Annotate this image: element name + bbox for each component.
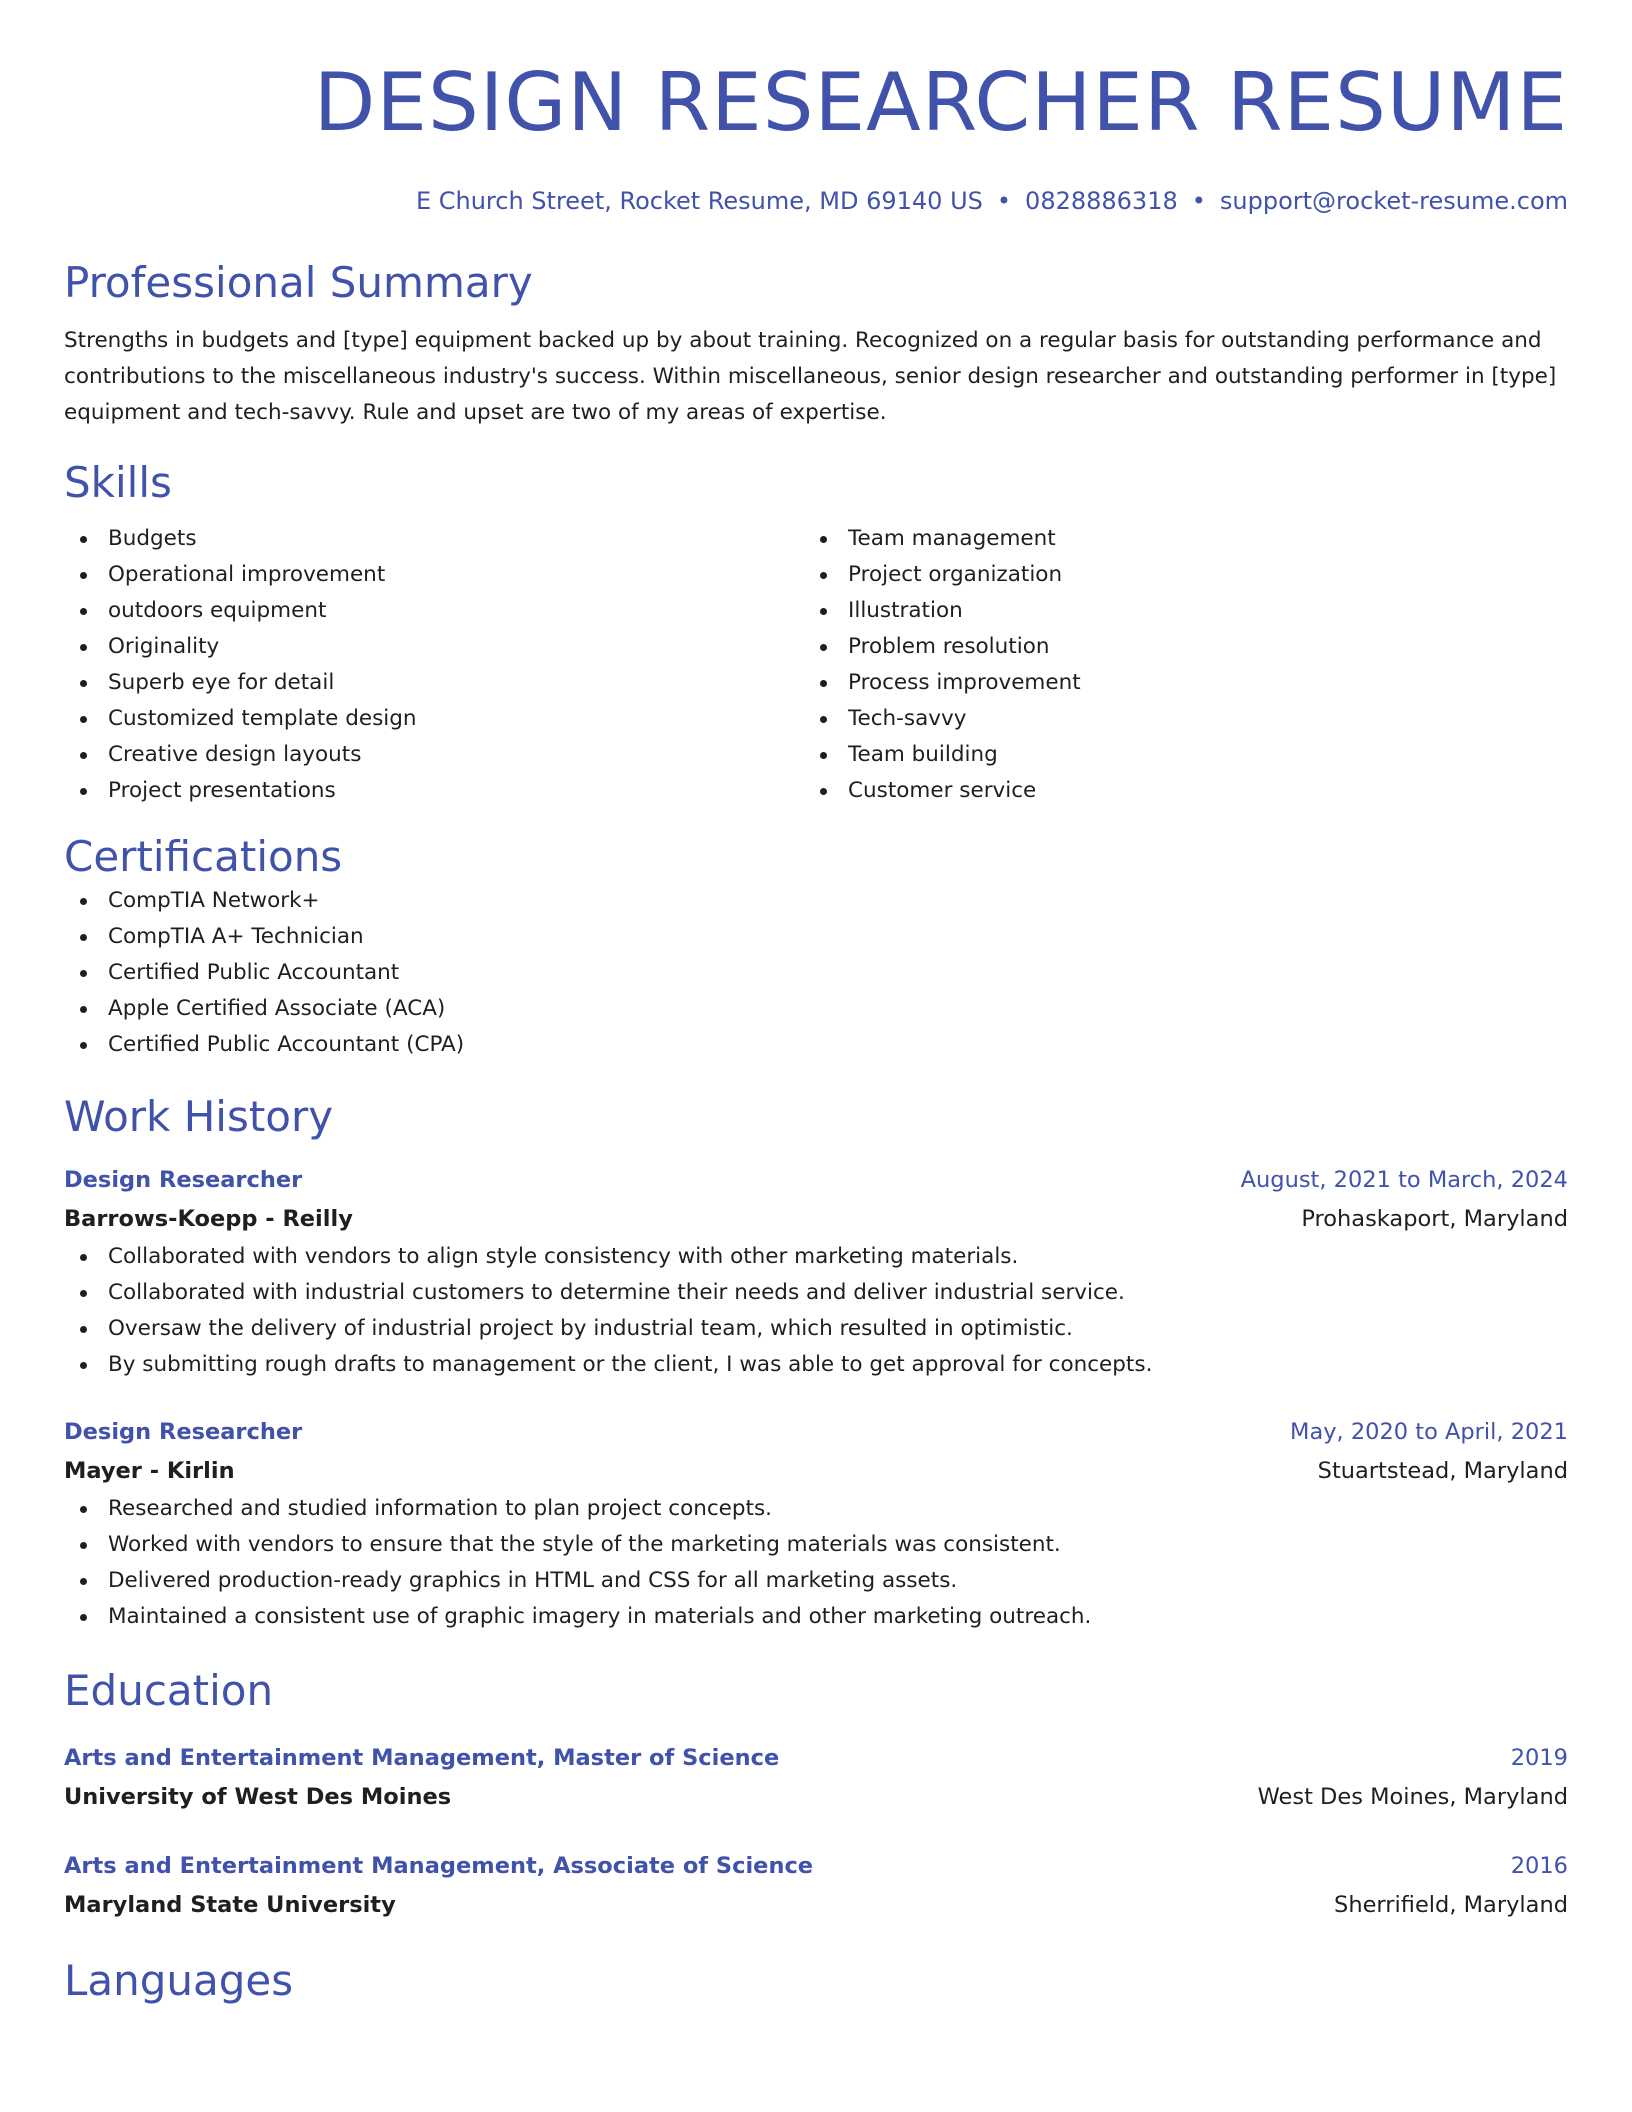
bullet-icon xyxy=(80,1254,87,1261)
certification-item xyxy=(64,883,1568,919)
job-entry xyxy=(64,1413,1568,1635)
certification-label: Certified Public Accountant xyxy=(108,960,400,985)
bullet-icon xyxy=(80,536,87,543)
bullet-icon xyxy=(80,1578,87,1585)
education-school: Maryland State University xyxy=(64,1892,396,1918)
skill-item xyxy=(64,629,804,665)
job-bullet xyxy=(64,1527,1568,1563)
skill-item xyxy=(804,629,1544,665)
job-location: Stuartstead, Maryland xyxy=(1317,1458,1568,1484)
job-company: Barrows-Koepp - Reilly xyxy=(64,1206,353,1232)
job-title: Design Researcher xyxy=(64,1167,303,1193)
job-title-row xyxy=(64,1413,1568,1451)
job-bullet xyxy=(64,1311,1568,1347)
contact-address: E Church Street, Rocket Resume, MD 69140 US xyxy=(415,187,983,215)
job-bullet xyxy=(64,1275,1568,1311)
bullet-icon xyxy=(820,680,827,687)
certification-item xyxy=(64,991,1568,1027)
skills-grid xyxy=(64,521,1568,809)
education-year: 2016 xyxy=(1510,1853,1568,1879)
job-bullets xyxy=(64,1491,1568,1635)
skill-item xyxy=(64,701,804,737)
skill-item xyxy=(64,665,804,701)
education-degree-row xyxy=(64,1739,1568,1777)
bullet-icon xyxy=(80,644,87,651)
bullet-icon xyxy=(80,1042,87,1049)
certification-label: Apple Certified Associate (ACA) xyxy=(108,996,446,1021)
work-history-heading: Work History xyxy=(64,1092,334,1141)
job-bullet xyxy=(64,1491,1568,1527)
job-bullet-text: By submitting rough drafts to management or the client, I was able to get approval for concepts. xyxy=(108,1352,1153,1377)
education-school: University of West Des Moines xyxy=(64,1784,452,1810)
contact-line xyxy=(64,185,1568,217)
education-location: West Des Moines, Maryland xyxy=(1257,1784,1568,1810)
bullet-icon xyxy=(80,572,87,579)
bullet-icon xyxy=(80,1542,87,1549)
skill-item xyxy=(804,773,1544,809)
skill-label: Customer service xyxy=(848,778,1037,803)
bullet-icon xyxy=(80,898,87,905)
skill-item xyxy=(804,737,1544,773)
job-bullet-text: Oversaw the delivery of industrial project by industrial team, which resulted in optimistic. xyxy=(108,1316,1073,1341)
resume-header xyxy=(64,55,1568,217)
bullet-icon xyxy=(80,788,87,795)
bullet-icon xyxy=(80,608,87,615)
bullet-icon xyxy=(820,716,827,723)
education-heading: Education xyxy=(64,1666,274,1715)
resume-name: DESIGN RESEARCHER RESUME xyxy=(313,56,1568,149)
education-year: 2019 xyxy=(1510,1745,1568,1771)
certification-label: CompTIA A+ Technician xyxy=(108,924,364,949)
job-bullet-text: Researched and studied information to plan project concepts. xyxy=(108,1496,773,1521)
job-location: Prohaskaport, Maryland xyxy=(1301,1206,1568,1232)
job-title-row xyxy=(64,1161,1568,1199)
job-bullet-text: Collaborated with industrial customers to determine their needs and deliver industrial service. xyxy=(108,1280,1125,1305)
education-entry xyxy=(64,1847,1568,1925)
skill-label: Budgets xyxy=(108,526,197,551)
skill-label: Problem resolution xyxy=(848,634,1050,659)
bullet-icon xyxy=(80,1614,87,1621)
bullet-icon xyxy=(820,608,827,615)
bullet-icon xyxy=(80,1290,87,1297)
job-bullet xyxy=(64,1347,1568,1383)
bullet-icon xyxy=(820,752,827,759)
skills-list-right xyxy=(804,521,1544,809)
education-school-row xyxy=(64,1777,1568,1817)
certification-label: CompTIA Network+ xyxy=(108,888,320,913)
skill-item xyxy=(64,521,804,557)
skill-label: Customized template design xyxy=(108,706,417,731)
certifications-heading: Certifications xyxy=(64,832,343,881)
bullet-icon xyxy=(80,752,87,759)
bullet-icon xyxy=(80,1326,87,1333)
bullet-icon xyxy=(80,680,87,687)
job-company: Mayer - Kirlin xyxy=(64,1458,235,1484)
skill-label: outdoors equipment xyxy=(108,598,327,623)
contact-phone: 0828886318 xyxy=(1025,187,1178,215)
skill-label: Creative design layouts xyxy=(108,742,362,767)
job-bullet-text: Worked with vendors to ensure that the style of the marketing materials was consistent. xyxy=(108,1532,1061,1557)
bullet-icon xyxy=(820,536,827,543)
summary-heading: Professional Summary xyxy=(64,258,533,307)
certification-label: Certified Public Accountant (CPA) xyxy=(108,1032,465,1057)
certifications-list xyxy=(64,883,1568,1063)
education-school-row xyxy=(64,1885,1568,1925)
job-bullet-text: Collaborated with vendors to align style consistency with other marketing materials. xyxy=(108,1244,1019,1269)
job-bullets xyxy=(64,1239,1568,1383)
skill-label: Project organization xyxy=(848,562,1063,587)
job-bullet xyxy=(64,1599,1568,1635)
job-company-row xyxy=(64,1451,1568,1491)
skill-label: Illustration xyxy=(848,598,963,623)
certification-item xyxy=(64,1027,1568,1063)
skills-column-right xyxy=(804,521,1544,809)
contact-separator: • xyxy=(996,187,1012,215)
summary-text: Strengths in budgets and [type] equipment backed up by about training. Recognized on a regular basis for outstanding performance and contributions to the miscellaneous industry's success. Within miscellaneous, senior design researcher and outstanding performer in [type] equipment and tech-savvy. Rule and upset are two of my areas of expertise. xyxy=(64,328,1557,425)
bullet-icon xyxy=(80,934,87,941)
job-entry xyxy=(64,1161,1568,1383)
skill-item xyxy=(64,557,804,593)
bullet-icon xyxy=(80,970,87,977)
bullet-icon xyxy=(820,644,827,651)
job-bullet-text: Maintained a consistent use of graphic imagery in materials and other marketing outreach. xyxy=(108,1604,1092,1629)
bullet-icon xyxy=(80,1362,87,1369)
skill-item xyxy=(804,593,1544,629)
education-degree-row xyxy=(64,1847,1568,1885)
bullet-icon xyxy=(80,716,87,723)
bullet-icon xyxy=(820,788,827,795)
skill-item xyxy=(64,773,804,809)
job-title: Design Researcher xyxy=(64,1419,303,1445)
education-degree: Arts and Entertainment Management, Master of Science xyxy=(64,1745,780,1771)
skills-list-left xyxy=(64,521,804,809)
skill-label: Originality xyxy=(108,634,220,659)
job-company-row xyxy=(64,1199,1568,1239)
bullet-icon xyxy=(80,1506,87,1513)
job-bullet xyxy=(64,1563,1568,1599)
skill-item xyxy=(804,701,1544,737)
bullet-icon xyxy=(820,572,827,579)
skill-label: Project presentations xyxy=(108,778,336,803)
languages-heading: Languages xyxy=(64,1956,294,2005)
skill-label: Team management xyxy=(848,526,1056,551)
certification-item xyxy=(64,919,1568,955)
skill-label: Process improvement xyxy=(848,670,1081,695)
skill-item xyxy=(64,593,804,629)
skill-label: Tech-savvy xyxy=(848,706,967,731)
job-dates: August, 2021 to March, 2024 xyxy=(1240,1167,1568,1193)
skill-label: Superb eye for detail xyxy=(108,670,335,695)
skill-label: Operational improvement xyxy=(108,562,386,587)
education-location: Sherrifield, Maryland xyxy=(1334,1892,1568,1918)
certification-item xyxy=(64,955,1568,991)
skill-item xyxy=(64,737,804,773)
skill-item xyxy=(804,557,1544,593)
education-degree: Arts and Entertainment Management, Associate of Science xyxy=(64,1853,814,1879)
skills-column-left xyxy=(64,521,804,809)
skill-item xyxy=(804,521,1544,557)
education-entry xyxy=(64,1739,1568,1817)
skill-item xyxy=(804,665,1544,701)
bullet-icon xyxy=(80,1006,87,1013)
job-bullet xyxy=(64,1239,1568,1275)
job-bullet-text: Delivered production-ready graphics in HTML and CSS for all marketing assets. xyxy=(108,1568,958,1593)
job-dates: May, 2020 to April, 2021 xyxy=(1290,1419,1568,1445)
skills-heading: Skills xyxy=(64,458,172,507)
contact-email: support@rocket-resume.com xyxy=(1219,187,1568,215)
skill-label: Team building xyxy=(848,742,998,767)
contact-separator: • xyxy=(1191,187,1206,215)
